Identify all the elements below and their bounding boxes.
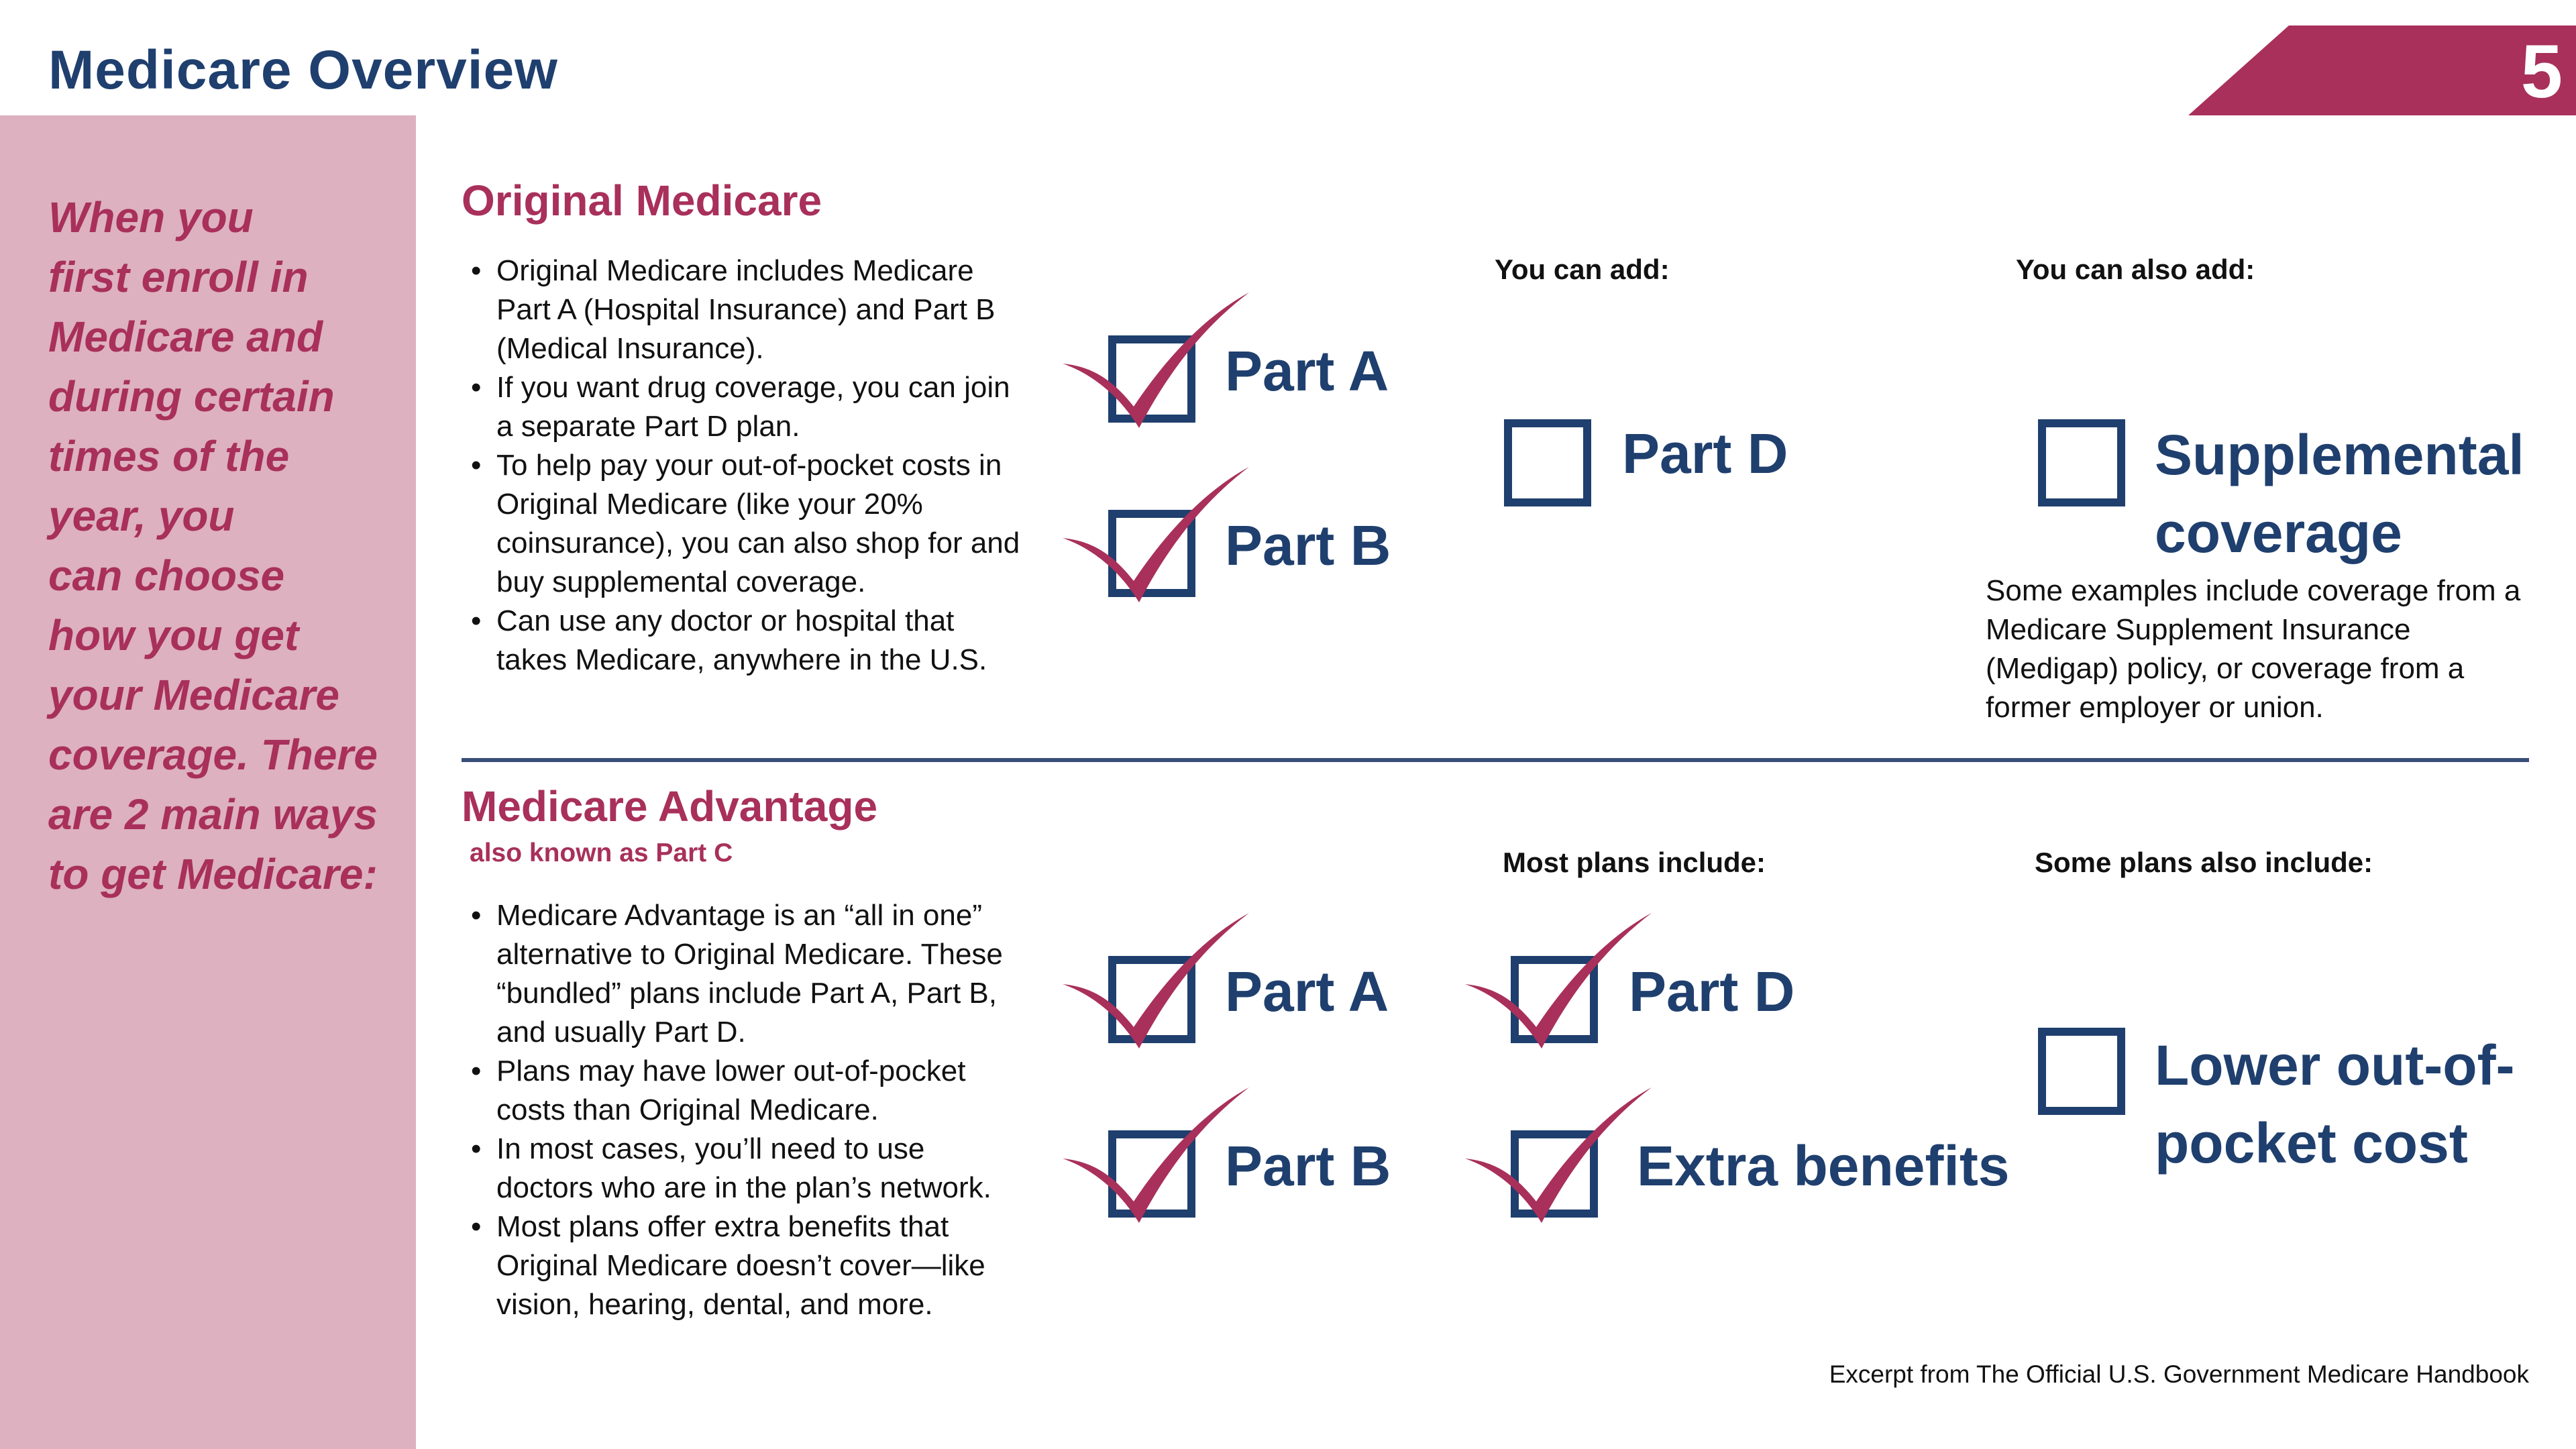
supplemental-coverage-label: Supplemental coverage bbox=[2155, 423, 2524, 564]
page-number: 5 bbox=[2520, 30, 2563, 113]
bullet-item: • To help pay your out-of-pocket costs in Original Medicare (like your 20% coinsurance), you can also shop for and buy supplemental coverage. bbox=[470, 446, 1026, 602]
section-divider bbox=[462, 758, 2529, 762]
part-d-checkbox bbox=[1504, 419, 1591, 506]
page-title: Medicare Overview bbox=[48, 40, 558, 101]
medicare-advantage-bullets bbox=[470, 896, 1026, 1324]
source-credit: Excerpt from The Official U.S. Government Medicare Handbook bbox=[1829, 1360, 2529, 1388]
advantage-part-d-label: Part D bbox=[1629, 960, 1795, 1023]
lower-out-of-pocket-label: Lower out-of-pocket cost bbox=[2155, 1034, 2515, 1175]
original-medicare-bullets bbox=[470, 252, 1026, 680]
bullet-item: • If you want drug coverage, you can join a separate Part D plan. bbox=[470, 368, 1026, 446]
you-can-add-label: You can add: bbox=[1495, 254, 1670, 285]
bullet-item: • Original Medicare includes Medicare Part A (Hospital Insurance) and Part B (Medical Insurance). bbox=[470, 252, 1026, 368]
original-part-a-label: Part A bbox=[1225, 339, 1389, 402]
bullet-item: • In most cases, you’ll need to use doctors who are in the plan’s network. bbox=[470, 1130, 1026, 1208]
you-can-also-add-label: You can also add: bbox=[2016, 254, 2255, 285]
bullet-item: • Can use any doctor or hospital that takes Medicare, anywhere in the U.S. bbox=[470, 602, 1026, 680]
supplemental-description: Some examples include coverage from a Medicare Supplement Insurance (Medigap) policy, or coverage from a former employer or union. bbox=[1986, 574, 2521, 724]
original-part-d-label: Part D bbox=[1622, 422, 1788, 485]
some-plans-include-label: Some plans also include: bbox=[2035, 847, 2373, 878]
original-part-b-label: Part B bbox=[1225, 514, 1391, 577]
bullet-item: • Medicare Advantage is an “all in one” alternative to Original Medicare. These “bundled” plans include Part A, Part B, and usually Part D. bbox=[470, 896, 1026, 1052]
extra-benefits-label: Extra benefits bbox=[1637, 1134, 2010, 1197]
original-medicare-heading: Original Medicare bbox=[462, 176, 822, 225]
most-plans-include-label: Most plans include: bbox=[1503, 847, 1766, 878]
advantage-part-b-label: Part B bbox=[1225, 1134, 1391, 1197]
bullet-item: • Most plans offer extra benefits that Original Medicare doesn’t cover—like vision, hearing, dental, and more. bbox=[470, 1208, 1026, 1324]
bullet-item: • Plans may have lower out-of-pocket costs than Original Medicare. bbox=[470, 1052, 1026, 1130]
sidebar-intro-text: When you first enroll in Medicare and during certain times of the year, you can choose how you get your Medicare coverage. There are 2 main ways to get Medicare: bbox=[48, 193, 378, 898]
medicare-advantage-heading: Medicare Advantage bbox=[462, 782, 878, 830]
advantage-part-a-label: Part A bbox=[1225, 960, 1389, 1023]
checkmark-icon bbox=[1464, 1083, 1658, 1231]
supplemental-checkbox bbox=[2038, 419, 2125, 506]
medicare-advantage-subheading: also known as Part C bbox=[470, 839, 733, 867]
lower-cost-checkbox bbox=[2038, 1028, 2125, 1115]
